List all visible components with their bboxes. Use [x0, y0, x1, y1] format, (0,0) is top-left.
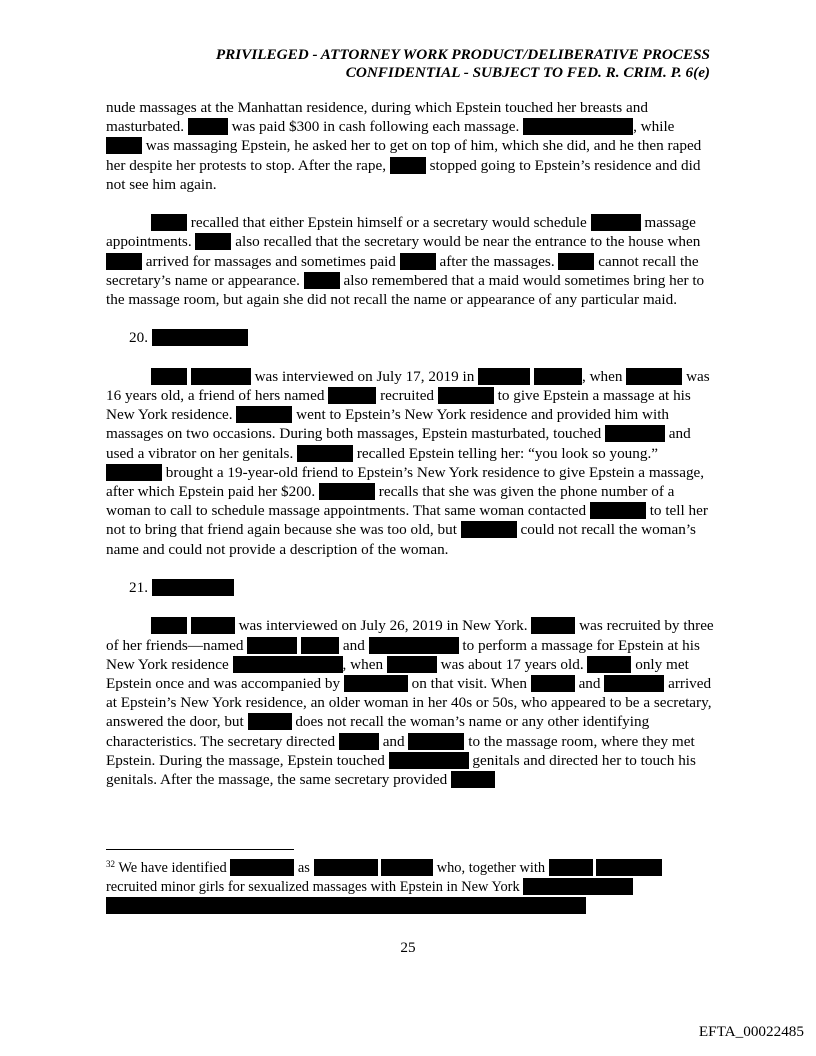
redaction-box	[461, 521, 517, 538]
footnote	[106, 855, 714, 916]
paragraph	[106, 367, 714, 559]
redaction-box	[381, 859, 433, 876]
paragraph-text: , when	[342, 655, 384, 673]
paragraph-text: on that visit. When	[411, 675, 527, 693]
footnote-text: recruited minor girls for sexualized massages with Epstein in New York	[106, 879, 520, 895]
paragraph-text: recalls that she was given the phone number of a woman to call to schedule massage appointments. That same woman contacted	[106, 483, 675, 520]
paragraph-text: was paid $300 in cash following each massage.	[231, 118, 520, 136]
redaction-box	[587, 656, 631, 673]
redaction-box	[389, 752, 469, 769]
redaction-box	[408, 733, 464, 750]
paragraph-text: and	[578, 675, 601, 693]
redaction-box	[531, 617, 575, 634]
paragraph-text: after the massages.	[439, 252, 555, 270]
redaction-box	[188, 118, 228, 135]
document-body	[106, 98, 714, 789]
redaction-box	[248, 713, 292, 730]
redaction-box	[195, 233, 231, 250]
section-heading-20	[106, 328, 714, 347]
header-line-2: CONFIDENTIAL - SUBJECT TO FED. R. CRIM. P. 6(e)	[345, 64, 710, 81]
paragraph-text: nude massages at the Manhattan residence, during which Epstein touched her breasts and masturbated.	[106, 99, 648, 136]
redaction-box	[106, 253, 142, 270]
redaction-box	[191, 368, 251, 385]
redaction-box	[339, 733, 379, 750]
paragraph-text: went to Epstein’s New York residence and provided him with massages on two occasions. During both massages, Epstein masturbated, touched	[106, 406, 670, 443]
paragraph-text: to the massage room, where they met Epstein. During the massage, Epstein touched	[106, 732, 695, 769]
redaction-box	[247, 637, 297, 654]
redaction-box	[151, 368, 187, 385]
header-line-1: PRIVILEGED - ATTORNEY WORK PRODUCT/DELIBERATIVE PROCESS	[215, 46, 710, 63]
paragraph-text: was interviewed on July 26, 2019 in New York.	[238, 617, 528, 635]
paragraph-text: massage appointments.	[106, 214, 696, 251]
paragraph-text: to perform a massage for Epstein at his New York residence	[106, 636, 700, 673]
redaction-box	[438, 387, 494, 404]
paragraph-text: was 16 years old, a friend of hers named	[106, 367, 710, 404]
redaction-box	[152, 329, 188, 346]
page-number: 25	[400, 939, 416, 956]
redaction-box	[233, 656, 343, 673]
section-number: 20.	[129, 329, 148, 347]
paragraph-text: to tell her not to bring that friend again because she was too old, but	[106, 502, 708, 539]
redaction-box	[328, 387, 376, 404]
redaction-box	[319, 483, 375, 500]
footnote-text: as	[297, 860, 310, 876]
paragraph-text: could not recall the woman’s name and could not provide a description of the woman.	[106, 521, 696, 558]
paragraph-text: recruited	[380, 387, 435, 404]
confidentiality-header	[216, 46, 710, 82]
paragraph-text: was massaging Epstein, he asked her to get on top of him, which she did, and he then raped her despite her protests to stop. After the rape,	[106, 137, 702, 174]
redaction-box	[605, 425, 665, 442]
footnote-number: 32	[106, 859, 115, 869]
redaction-box	[106, 897, 586, 914]
redaction-box	[304, 272, 340, 289]
paragraph-text: was interviewed on July 17, 2019 in	[254, 367, 475, 385]
paragraph-text: does not recall the woman’s name or any other identifying characteristics. The secretary directed	[106, 713, 650, 750]
redaction-box	[400, 253, 436, 270]
paragraph-text: and	[382, 732, 405, 750]
paragraph	[106, 98, 714, 194]
paragraph-text: , when	[581, 367, 623, 385]
footnote-text: We have identified	[118, 860, 227, 876]
redaction-box	[591, 214, 641, 231]
paragraph-text: also recalled that the secretary would be near the entrance to the house when	[235, 233, 701, 251]
redaction-box	[106, 137, 142, 154]
redaction-box	[297, 445, 353, 462]
bates-number: EFTA_00022485	[698, 1023, 804, 1040]
section-number: 21.	[129, 579, 148, 597]
paragraph-text: brought a 19-year-old friend to Epstein’s New York residence to give Epstein a massage, after which Epstein paid her $200.	[106, 463, 705, 501]
redaction-box	[236, 406, 292, 423]
paragraph-text: recalled that either Epstein himself or a secretary would schedule	[190, 214, 587, 232]
redaction-box	[387, 656, 437, 673]
paragraph-text: arrived for massages and sometimes paid	[145, 252, 396, 270]
redaction-box	[188, 579, 234, 596]
redaction-box	[531, 675, 575, 692]
redaction-box	[106, 464, 162, 481]
redaction-box	[230, 859, 294, 876]
redaction-box	[451, 771, 495, 788]
redaction-box	[390, 157, 426, 174]
redaction-box	[558, 253, 594, 270]
section-heading-21	[106, 578, 714, 597]
paragraph-text: and	[342, 636, 365, 654]
redaction-box	[534, 368, 582, 385]
paragraph-text: only met Epstein once and was accompanied by	[106, 655, 689, 693]
paragraph	[106, 213, 714, 309]
paragraph-text: , while	[633, 118, 675, 136]
redaction-box	[344, 675, 408, 692]
redaction-box	[549, 859, 593, 876]
paragraph	[106, 616, 714, 789]
redaction-box	[151, 214, 187, 231]
redaction-box	[191, 617, 235, 634]
paragraph-text: also remembered that a maid would sometimes bring her to the massage room, but again she did not recall the name or appearance of any particular maid.	[106, 271, 705, 309]
redaction-box	[301, 637, 339, 654]
footnote-text: who, together with	[436, 860, 546, 876]
paragraph-text: was recruited by three of her friends—named	[106, 617, 714, 654]
paragraph-text: was about 17 years old.	[440, 655, 584, 673]
redaction-box	[152, 579, 188, 596]
redaction-box	[151, 617, 187, 634]
paragraph-text: to give Epstein a massage at his New York residence.	[106, 387, 691, 424]
redaction-box	[314, 859, 378, 876]
redaction-box	[188, 329, 248, 346]
paragraph-text: cannot recall the secretary’s name or appearance.	[106, 252, 699, 289]
paragraph-text: stopped going to Epstein’s residence and did not see him again.	[106, 156, 701, 193]
redaction-box	[596, 859, 662, 876]
paragraph-text: and used a vibrator on her genitals.	[106, 425, 691, 462]
redaction-box	[523, 118, 633, 135]
redaction-box	[604, 675, 664, 692]
footnote-divider	[106, 849, 294, 850]
redaction-box	[523, 878, 633, 895]
paragraph-text: recalled Epstein telling her: “you look so young.”	[356, 444, 658, 462]
redaction-box	[478, 368, 530, 385]
redaction-box	[626, 368, 682, 385]
redaction-box	[590, 502, 646, 519]
paragraph-text: genitals and directed her to touch his genitals. After the massage, the same secretary provided	[106, 751, 696, 789]
redaction-box	[369, 637, 459, 654]
paragraph-text: arrived at Epstein’s New York residence, an older woman in her 40s or 50s, who appeared to be a secretary, answered the door, but	[106, 675, 712, 731]
